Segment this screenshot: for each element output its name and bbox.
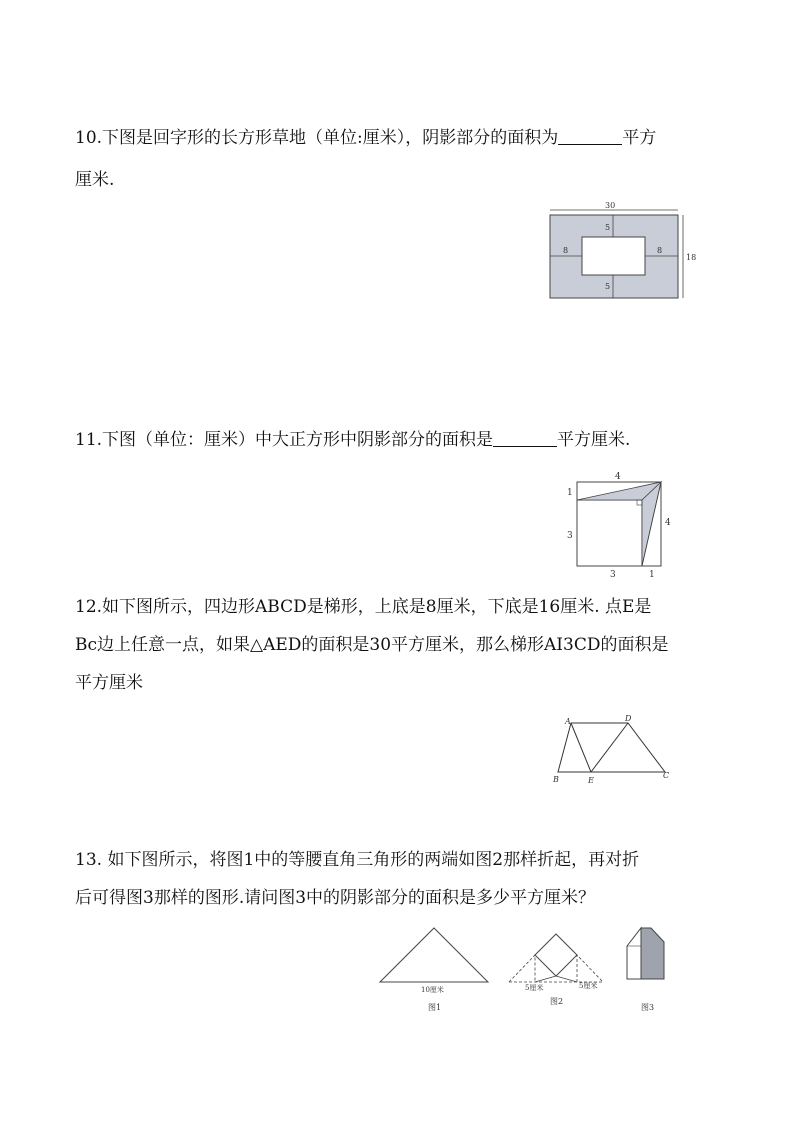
dim-height: 18 — [686, 253, 697, 262]
fig3-caption: 图3 — [641, 1003, 655, 1012]
fig2-label-left: 5厘米 — [525, 984, 544, 992]
label-C: C — [663, 771, 670, 780]
question-11-text-b: 平方厘米. — [557, 430, 631, 450]
figure-10-frame — [545, 200, 695, 300]
question-10 — [75, 121, 725, 197]
inner-rectangle — [582, 237, 645, 275]
figure-12-trapezoid — [553, 715, 678, 790]
small-square — [577, 500, 642, 566]
question-13-line-2: 后可得图3那样的图形.请问图3中的阴影部分的面积是多少平方厘米？ — [75, 888, 596, 908]
dim-top: 5 — [605, 223, 611, 232]
label-left: 3 — [567, 531, 573, 541]
fig1-label: 10厘米 — [421, 986, 444, 994]
question-12-line-1: 12.如下图所示，四边形ABCD是梯形，上底是8厘米，下底是16厘米. 点E是 — [75, 597, 652, 617]
figure-13-fold — [375, 918, 675, 1018]
question-10-line-2: 厘米. — [75, 170, 115, 190]
fig1-caption: 图1 — [428, 1003, 442, 1012]
dim-left: 8 — [563, 246, 569, 255]
label-left-top: 1 — [567, 488, 573, 498]
question-12 — [75, 590, 725, 700]
answer-blank-11[interactable] — [493, 426, 557, 447]
question-10-line-1 — [75, 121, 725, 155]
fig2-label-right: 5厘米 — [579, 982, 598, 990]
fig2-caption: 图2 — [550, 997, 564, 1006]
fig2-square — [535, 934, 577, 976]
label-B: B — [553, 775, 559, 784]
dim-width: 30 — [605, 201, 616, 210]
question-12-line-2: Bc边上任意一点，如果△AED的面积是30平方厘米，那么梯形AI3CD的面积是 — [75, 635, 669, 655]
fig3-shaded — [641, 928, 664, 979]
question-11-text: 11.下图（单位：厘米）中大正方形中阴影部分的面积是 — [75, 430, 494, 450]
question-10-text: 10.下图是回字形的长方形草地（单位:厘米），阴影部分的面积为 — [75, 128, 559, 148]
label-bottom-left: 3 — [610, 570, 616, 580]
question-13 — [75, 843, 725, 915]
dim-right: 8 — [657, 246, 663, 255]
label-top: 4 — [615, 472, 621, 482]
question-12-line-3: 平方厘米 — [75, 673, 143, 693]
question-11 — [75, 423, 725, 457]
question-13-line-1: 13. 如下图所示，将图1中的等腰直角三角形的两端如图2那样折起，再对折 — [75, 850, 640, 870]
fig3-left — [627, 928, 641, 979]
dim-bottom: 5 — [605, 282, 611, 291]
label-right: 4 — [665, 518, 671, 528]
answer-blank-10[interactable] — [558, 124, 622, 145]
fig1-triangle — [380, 928, 488, 982]
question-10-text-b: 平方 — [622, 128, 657, 148]
figure-11-squares — [565, 470, 675, 580]
label-A: A — [565, 717, 571, 726]
label-E: E — [588, 776, 594, 785]
label-bottom-right: 1 — [649, 570, 655, 580]
label-D: D — [625, 714, 632, 723]
